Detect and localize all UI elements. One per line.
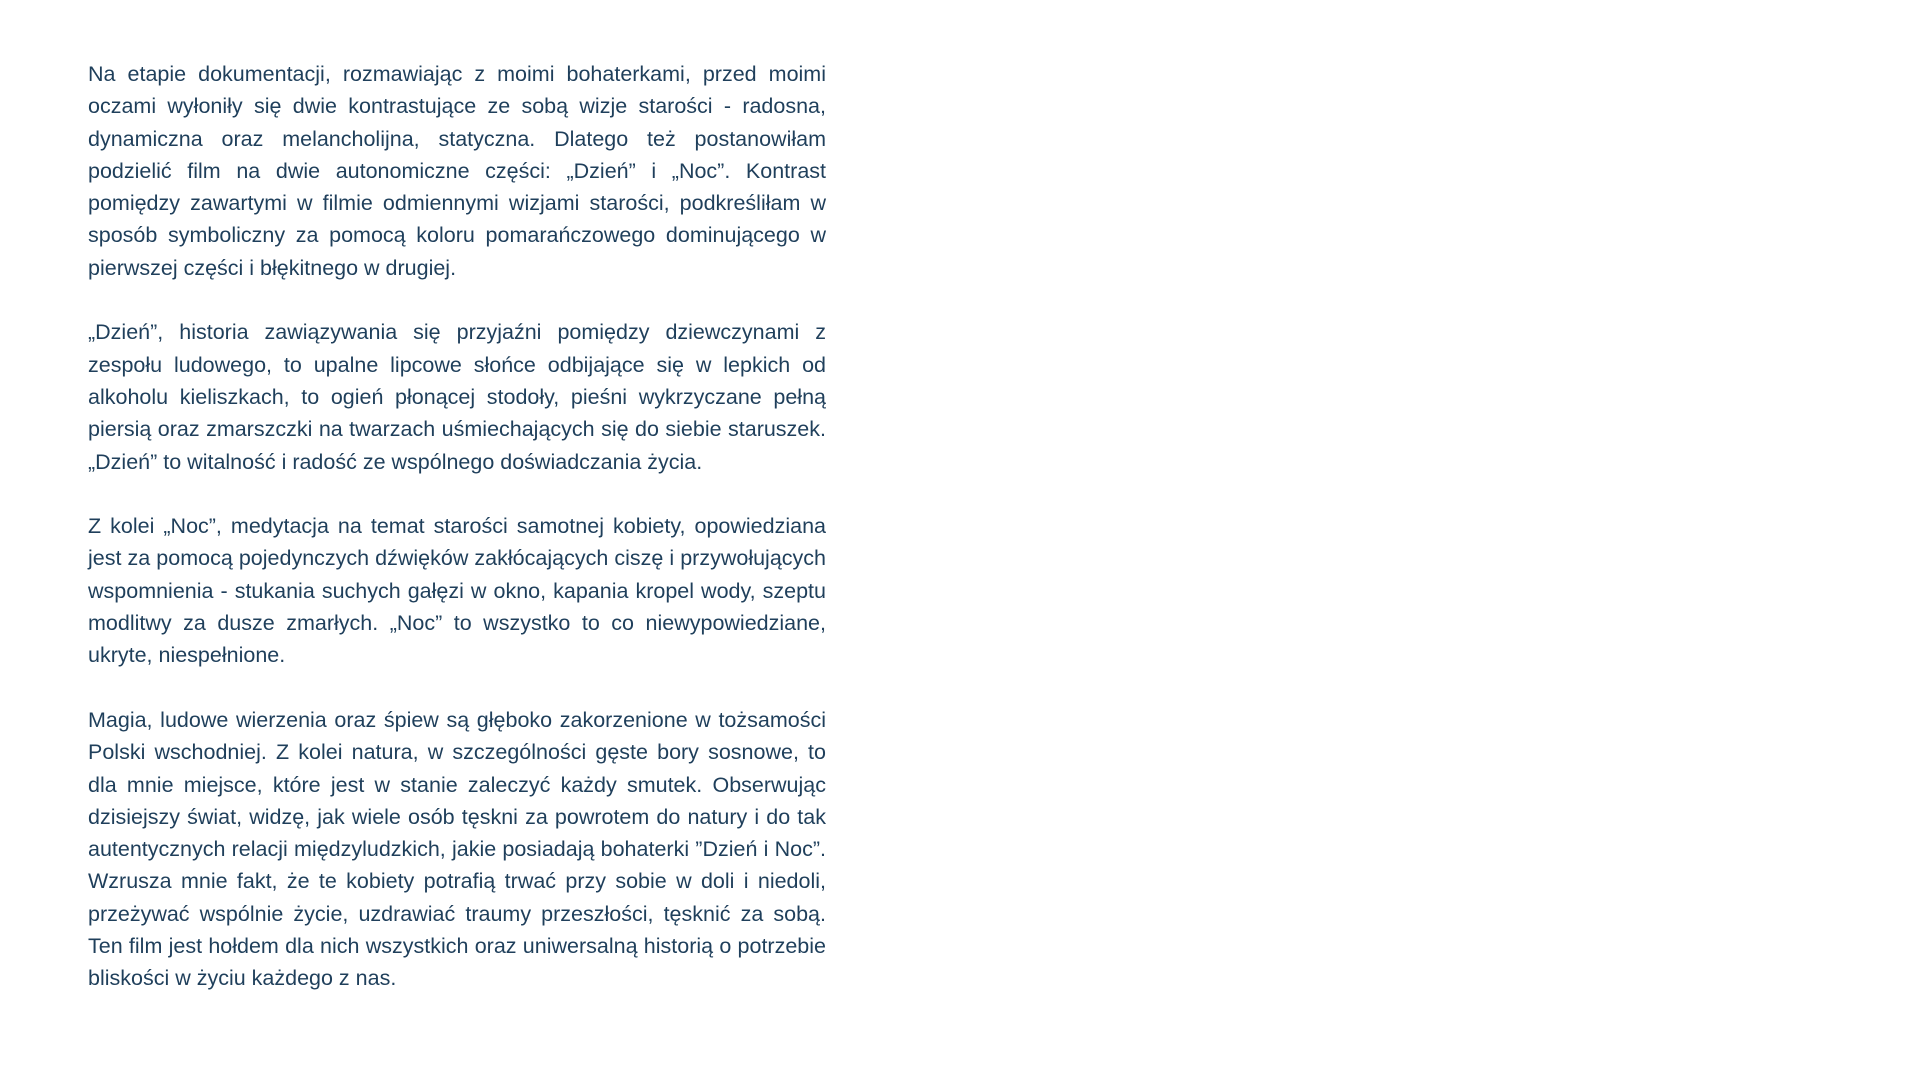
paragraph-documentation: Na etapie dokumentacji, rozmawiając z moimi bohaterkami, przed moimi oczami wyłoniły się dwie kontrastujące ze sobą wizje starości - radosna, dynamiczna oraz melancholijna, statyczna. Dlatego też postanowiłam podzielić film na dwie autonomiczne części: „Dzień” i „Noc”. Kontrast pomiędzy zawartymi w filmie odmiennymi wizjami starości, podkreśliłam w sposób symboliczny za pomocą koloru pomarańczowego dominującego w pierwszej części i błękitnego w drugiej. xyxy=(88,62,826,280)
text-column xyxy=(88,58,826,995)
paragraph-day: „Dzień”, historia zawiązywania się przyjaźni pomiędzy dziewczynami z zespołu ludowego, to upalne lipcowe słońce odbijające się w lepkich od alkoholu kieliszkach, to ogień płonącej stodoły, pieśni wykrzyczane pełną piersią oraz zmarszczki na twarzach uśmiechających się do siebie staruszek. „Dzień” to witalność i radość ze wspólnego doświadczania życia. xyxy=(88,320,826,474)
paragraph-night: Z kolei „Noc”, medytacja na temat starości samotnej kobiety, opowiedziana jest za pomocą pojedynczych dźwięków zakłócających ciszę i przywołujących wspomnienia - stukania suchych gałęzi w okno, kapania kropel wody, szeptu modlitwy za dusze zmarłych. „Noc” to wszystko to co niewypowiedziane, ukryte, niespełnione. xyxy=(88,514,826,668)
paragraph-magia: Magia, ludowe wierzenia oraz śpiew są głęboko zakorzenione w tożsamości Polski wschodniej. Z kolei natura, w szczególności gęste bory sosnowe, to dla mnie miejsce, które jest w stanie zaleczyć każdy smutek. Obserwując dzisiejszy świat, widzę, jak wiele osób tęskni za powrotem do natury i do tak autentycznych relacji międzyludzkich, jakie posiadają bohaterki ”Dzień i Noc”. Wzrusza mnie fakt, że te kobiety potrafią trwać przy sobie w doli i niedoli, przeżywać wspólnie życie, uzdrawiać traumy przeszłości, tęsknić za sobą. Ten film jest hołdem dla nich wszystkich oraz uniwersalną historią o potrzebie bliskości w życiu każdego z nas. xyxy=(88,707,826,991)
